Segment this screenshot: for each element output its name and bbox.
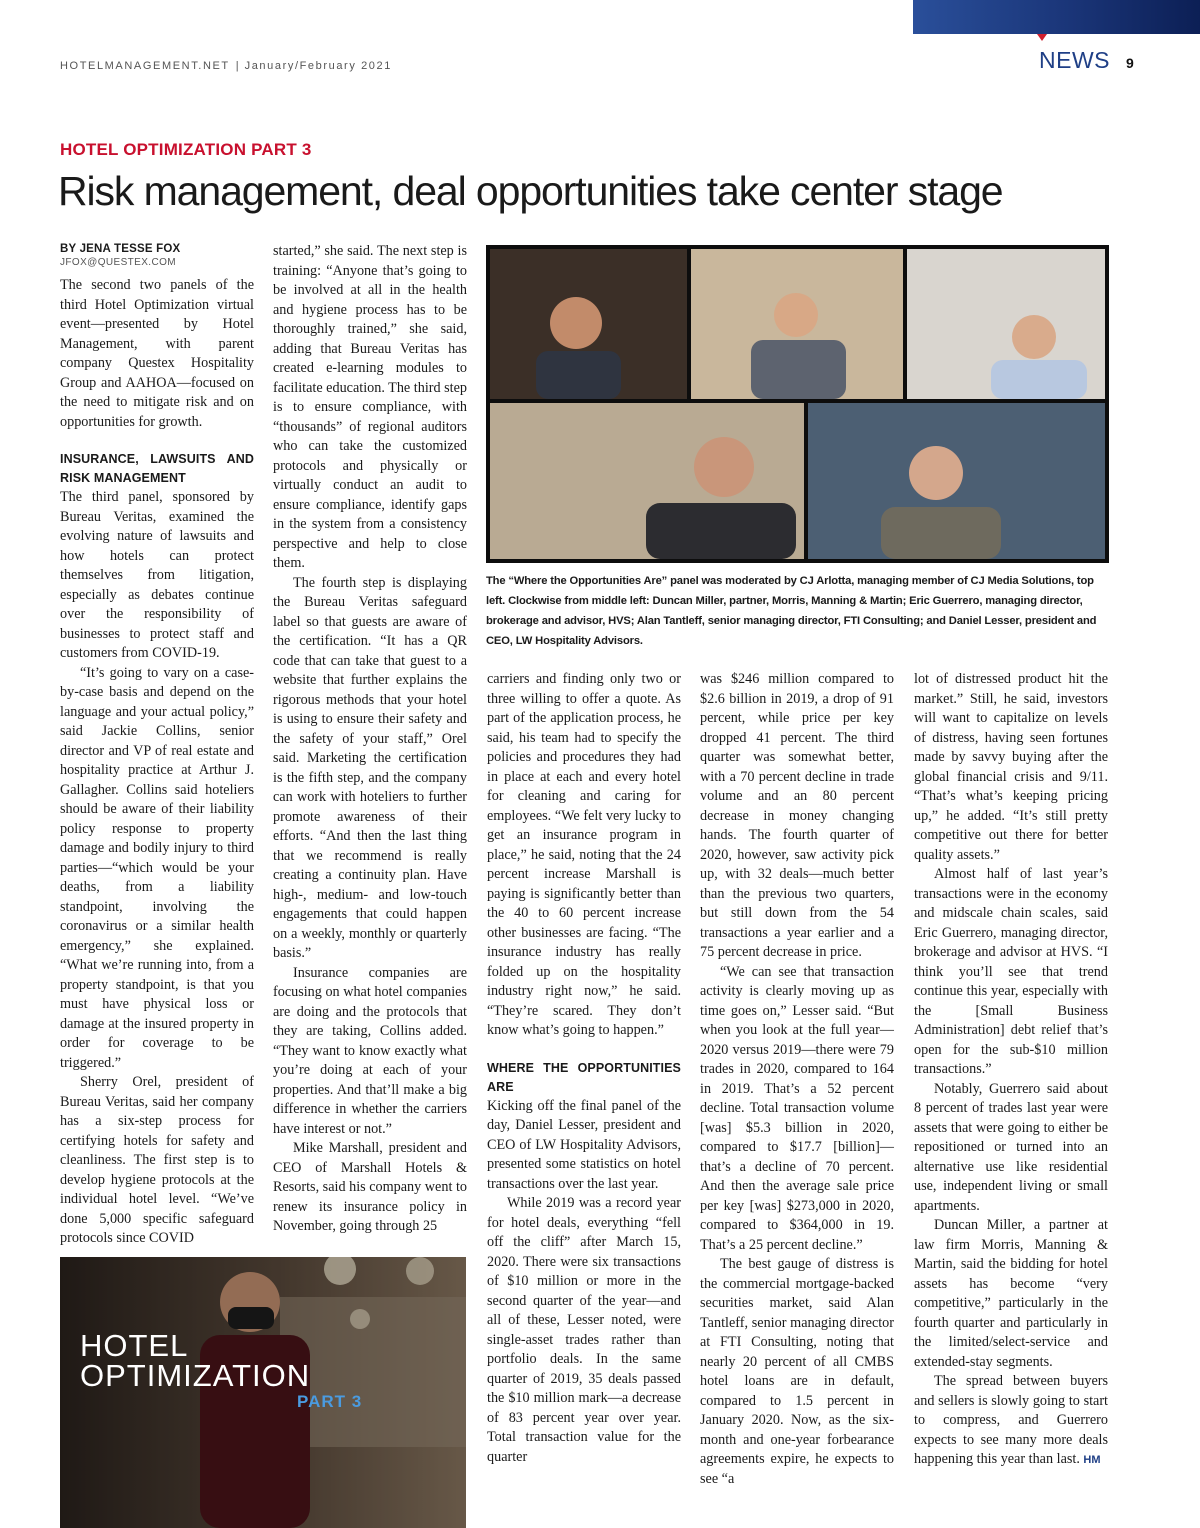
paragraph: was $246 million compared to $2.6 billion in 2019, a drop of 91 percent, while price per key dropped 41 percent. The third quarter was somewhat better, with a 70 percent decline in trade volume and an 80 percent decrease in money changing hands. The fourth quarter of 2020, however, saw activity pick up, with 32 deals—much better than the previous two quarters, but still down from the 54 transactions a year earlier and a 75 percent decrease in price. bbox=[700, 671, 894, 960]
paragraph: The second two panels of the third Hotel Optimization virtual event—presented by Hotel Management, with parent company Questex Hospitality Group and AAHOA—focused on the need to mitigate risk and on opportunities for growth. bbox=[60, 277, 254, 430]
site-name[interactable]: HOTELMANAGEMENT.NET bbox=[60, 60, 230, 72]
photo-caption: The “Where the Opportunities Are” panel was moderated by CJ Arlotta, managing member of CJ Media Solutions, top left. Clockwise from middle left: Duncan Miller, partner, Morris, Manning & Martin; Eric Guerrero, managing director, brokerage and advisor, HVS; Alan Tantleff, senior managing director, FTI Consulting; and Daniel Lesser, president and CEO, LW Hospitality Advisors. bbox=[486, 575, 1097, 647]
running-header bbox=[60, 60, 392, 72]
paragraph: started,” she said. The next step is training: “Anyone that’s going to be involved at all in the health and hygiene process has to be thoroughly trained,” she said, adding that Bureau Veritas has created e-learning modules to facilitate education. The third step is to ensure compliance, with “thousands” of regional auditors who can take the customized protocols and physically or virtually conduct an audit to ensure compliance, identify gaps in the system from a consistency perspective and help to close them. bbox=[273, 243, 467, 571]
paragraph: The best gauge of distress is the commercial mortgage-backed securities market, said Alan Tantleff, senior managing director at FTI Consulting, noting that nearly 20 percent of all CMBS hotel loans are in default, compared to 1.5 percent in January 2020. Now, as the six-month and one-year forbearance agreements expire, he expects to see “a bbox=[700, 1256, 894, 1487]
byline: BY JENA TESSE FOX bbox=[60, 243, 181, 255]
promo-part-label: PART 3 bbox=[297, 1392, 363, 1411]
paragraph: Insurance companies are focusing on what hotel companies are doing and the protocols that they are taking, Collins added. “They want to know exactly what you’re doing at each of your properties. And that’ll make a big difference in whether the carriers have interest or not.” bbox=[273, 964, 467, 1137]
subhead-insurance: INSURANCE, LAWSUITS AND RISK MANAGEMENT bbox=[60, 452, 254, 485]
paragraph: Duncan Miller, a partner at law firm Morris, Manning & Martin, said the bidding for hotel assets has become “very competitive,” particularly in the fourth quarter and particularly in the limited/select-service and extended-stay segments. bbox=[914, 1217, 1108, 1370]
paragraph: “It’s going to vary on a case-by-case basis and depend on the language and your actual policy,” said Jackie Collins, senior director and VP of real estate and hospitality practice at Arthur J. Gallagher. Collins said hoteliers should be aware of their liability policy response to property damage and bodily injury to third parties—“which would be your deaths, from a liability standpoint, involving the coronavirus or a similar health emergency,” she explained. “What we’re running into, from a property standpoint, is that you must have physical loss or damage at the insured property in order for coverage to be triggered.” bbox=[60, 664, 254, 1071]
video-grid-graphic bbox=[486, 245, 1109, 563]
paragraph-final bbox=[914, 1372, 1108, 1471]
text-column-3 bbox=[487, 670, 681, 1467]
issue-date: January/February 2021 bbox=[244, 60, 392, 72]
section-label: NEWS bbox=[1039, 47, 1110, 73]
text-column-2 bbox=[273, 242, 467, 1237]
paragraph: While 2019 was a record year for hotel deals, everything “fell off the cliff” after March 15, 2020. There were six transactions of $10 million or more in the second quarter of the year—and all of these, Lesser noted, were single-asset trades rather than portfolio deals. In the same quarter of 2019, 35 deals passed the $10 million mark—a decrease of 83 percent year over year. Total transaction value for the quarter bbox=[487, 1195, 681, 1465]
paragraph: Notably, Guerrero said about 8 percent of trades last year were assets that were going to either be repositioned or turned into an alternative use like residential use, independent living or small apartments. bbox=[914, 1080, 1108, 1214]
subhead-opportunities: WHERE THE OPPORTUNITIES ARE bbox=[487, 1060, 681, 1094]
paragraph: Kicking off the final panel of the day, Daniel Lesser, president and CEO of LW Hospitality Advisors, presented some statistics on hotel transactions over the last year. bbox=[487, 1097, 681, 1192]
text-column-1 bbox=[60, 242, 254, 1249]
panel-video-photo bbox=[486, 245, 1109, 563]
paragraph: Mike Marshall, president and CEO of Marshall Hotels & Resorts, said his company went to renew its insurance policy in November, going through 25 bbox=[273, 1140, 467, 1234]
paragraph: carriers and finding only two or three willing to offer a quote. As part of the application process, he said, his team had to specify the policies and procedures they had in place at each and every hotel for cleaning and caring for employees. “We felt very lucky to get an insurance program in place,” he said, noting that the 24 percent increase Marshall is paying is significantly better than the 40 to 60 percent increase other businesses are facing. “The insurance industry has really folded up on the hospitality industry right now,” he said. “They’re scared. They don’t know what’s going to happen.” bbox=[487, 671, 681, 1038]
author-email[interactable]: JFOX@QUESTEX.COM bbox=[60, 257, 177, 268]
header-color-bar bbox=[913, 0, 1200, 34]
page-number: 9 bbox=[1126, 55, 1134, 71]
article-headline: Risk management, deal opportunities take center stage bbox=[58, 168, 1003, 214]
paragraph: “We can see that transaction activity is clearly moving up as time goes on,” Lesser said. “But when you look at the full year—2020 versus 2019—there were 79 trades in 2020, compared to 164 in 2019. That’s a 52 percent decline. Total transaction volume [was] $5.3 billion in 2020, compared to $17.7 [billion]—that’s a decline of 70 percent. And then the average sale price per key [was] $273,000 in 2020, compared to $364,000 in 19. That’s a 25 percent decline.” bbox=[700, 963, 894, 1253]
paragraph: The third panel, sponsored by Bureau Veritas, examined the evolving nature of lawsuits and how hotels can protect themselves from litigation, especially as debates continue over the responsibility of businesses to protect staff and customers from COVID-19. bbox=[60, 489, 254, 661]
promo-title-line1: HOTEL bbox=[80, 1328, 189, 1363]
promo-title-line2: OPTIMIZATION bbox=[80, 1358, 311, 1393]
header-separator: | bbox=[235, 60, 239, 72]
text-column-4 bbox=[700, 670, 894, 1489]
paragraph: The fourth step is displaying the Bureau Veritas safeguard label so that guests are aware of the certification. “It has a QR code that can take that guest to a website that further explains the rigorous methods that your hotel is using to ensure their safety and the safety of your staff,” Orel said. Marketing the certification is the fifth step, and the company can work with hoteliers to further promote awareness of their efforts. “And then the last thing that we recommend is really creating a continuity plan. Have high-, medium- and low-touch engagements that could happen on a weekly, monthly or quarterly basis.” bbox=[273, 574, 467, 961]
article-kicker: HOTEL OPTIMIZATION PART 3 bbox=[60, 140, 312, 159]
final-paragraph-text: The spread between buyers and sellers is slowly going to start to compress, and Guerrero expects to see many more deals happening this year than last. bbox=[914, 1373, 1108, 1467]
paragraph: Sherry Orel, president of Bureau Veritas, said her company has a six-step process for certifying hotels for safety and cleanliness. The first step is to develop hygiene protocols at the individual hotel level. “We’ve done 5,000 specific safeguard protocols since COVID bbox=[60, 1074, 254, 1246]
text-column-5 bbox=[914, 670, 1108, 1471]
paragraph: lot of distressed product hit the market.” Still, he said, investors will want to capitalize on levels of distress, having seen fortunes made by savvy buying after the global financial crisis and 9/11. “That’s what’s keeping pricing up,” he added. “It’s still pretty competitive out there for better quality assets.” bbox=[914, 671, 1108, 863]
end-mark: HM bbox=[1083, 1454, 1101, 1466]
paragraph: Almost half of last year’s transactions were in the economy and midscale chain scales, said Eric Guerrero, managing director, brokerage and advisor at HVS. “I think you’ll see that trend continue this year, especially with the [Small Business Administration] debt relief that’s open for the sub-$10 million transactions.” bbox=[914, 866, 1108, 1077]
header-marker bbox=[1037, 34, 1047, 41]
